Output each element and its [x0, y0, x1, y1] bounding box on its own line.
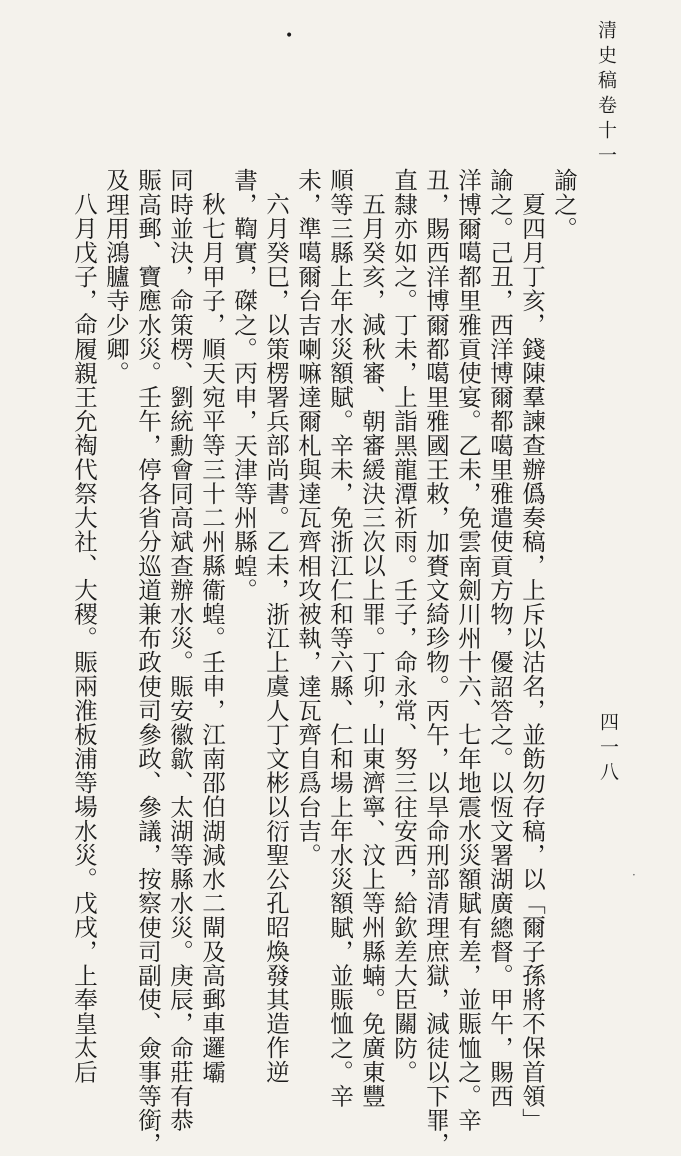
text-column: 夏四月丁亥，錢陳羣諫查辦僞奏稿，上斥以沽名，並飭勿存稿，以「爾子孫將不保首領」: [518, 192, 546, 1132]
text-column: 丑，賜西洋博爾都噶里雅國王敕，加賚文綺珍物。丙午，以旱命刑部清理庶獄，減徒以下罪，: [422, 168, 450, 1156]
page-number: 四一八: [597, 712, 619, 787]
text-column: 未，準噶爾台吉喇嘛達爾札與達瓦齊相攻被執，達瓦齊自爲台吉。: [294, 168, 322, 867]
text-column: 同時並決，命策楞、劉統勳會同高斌查辦水災。賑安徽歙、太湖等縣水災。庚辰，命莊有恭: [166, 168, 194, 1132]
text-column: 賑高郵、寶應水災。壬午，停各省分巡道兼布政使司參政、參議，按察使司副使、僉事等銜，: [134, 168, 162, 1156]
text-column: 八月戊子，命履親王允祹代祭大社、大稷。賑兩淮板浦等場水災。戊戌，上奉皇太后: [70, 192, 98, 1084]
margin-dot: •: [285, 28, 294, 44]
text-column: 洋博爾噶都里雅貢使宴。乙未，免雲南劍川州十六、七年地震水災額賦有差，並賑恤之。辛: [454, 168, 482, 1132]
text-column: 秋七月甲子，順天宛平等三十二州縣衞蝗。壬申，江南邵伯湖減水二閘及高郵車邏壩: [198, 192, 226, 1084]
text-column: 順等三縣上年水災額賦。辛未，免浙江仁和等六縣、仁和場上年水災額賦，並賑恤之。辛: [326, 168, 354, 1108]
running-head: 清史稿卷十一: [595, 20, 617, 170]
text-column: 諭之。: [550, 168, 578, 241]
text-column: 直隸亦如之。丁未，上詣黑龍潭祈雨。壬子，命永常、努三往安西，給欽差大臣關防。: [390, 168, 418, 1084]
text-column: 六月癸巳，以策楞署兵部尚書。乙未，浙江上虞人丁文彬以衍聖公孔昭煥發其造作逆: [262, 192, 290, 1084]
text-column: 書，鞫實，磔之。丙申，天津等州縣蝗。: [230, 168, 258, 602]
text-column: 諭之。己丑，西洋博爾都噶里雅遣使貢方物，優詔答之。以恆文署湖廣總督。甲午，賜西: [486, 168, 514, 1108]
body-text: [70, 168, 580, 1156]
corner-mark: ·: [632, 868, 636, 882]
text-column: 及理用鴻臚寺少卿。: [102, 168, 130, 385]
text-column: 五月癸亥，減秋審、朝審緩決三次以上罪。丁卯，山東濟寧、汶上等州縣蝻。免廣東豐: [358, 192, 386, 1108]
